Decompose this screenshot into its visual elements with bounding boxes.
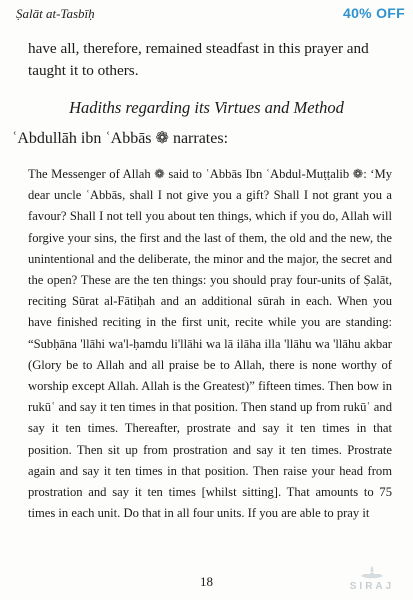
siraj-lamp-icon (357, 565, 387, 581)
watermark-text: SIRAJ (349, 581, 395, 592)
narrator-line: ʿAbdullāh ibn ʿAbbās ❁ narrates: (12, 130, 229, 147)
section-heading: Hadiths regarding its Virtues and Method (69, 98, 344, 117)
page-number: 18 (200, 574, 213, 589)
discount-badge[interactable]: 40% OFF (342, 5, 405, 21)
siraj-watermark (341, 565, 403, 592)
hadith-body-text: The Messenger of Allah ❁ said to ʿAbbās Ibn ʿAbdul-Muṭṭalib ❁: ‘My dear uncle ʿAbbās, shall I not give you a gift? Shall I not grant you a favour? Shall I not tell you about ten things, which if you do, Allah will forgive your sins, the first and the last of them, the old and the new, the unintentional and the deliberate, the minor and the major, the secret and the open? These are the ten things: you should pray four-units of Ṣalāt, reciting Sūrat al-Fātiḥah and an additional sūrah in each. When you have finished reciting in the first unit, recite while you are standing: “Subḥāna 'llāhi wa'l-ḥamdu li'llāhi wa lā ilāha illa 'llāhu wa 'llāhu akbar (Glory be to Allah and all praise be to Allah, there is none worthy of worship except Allah. Allah is the Greatest)” fifteen times. Then bow in rukūʿ and say it ten times in that position. Then stand up from rukūʿ and say it ten times. Thereafter, prostrate and say it ten times in that position. Then sit up from prostration and say it ten times. Prostrate again and say it ten times in that position. Then raise your head from prostration and say it ten times [whilst sitting]. That amounts to 75 times in each unit. Do that in all four units. If you are able to pray it (28, 167, 392, 521)
intro-paragraph: have all, therefore, remained steadfast in this prayer and taught it to others. (28, 40, 369, 79)
running-header-title: Ṣalāt at-Tasbīḥ (16, 6, 95, 21)
